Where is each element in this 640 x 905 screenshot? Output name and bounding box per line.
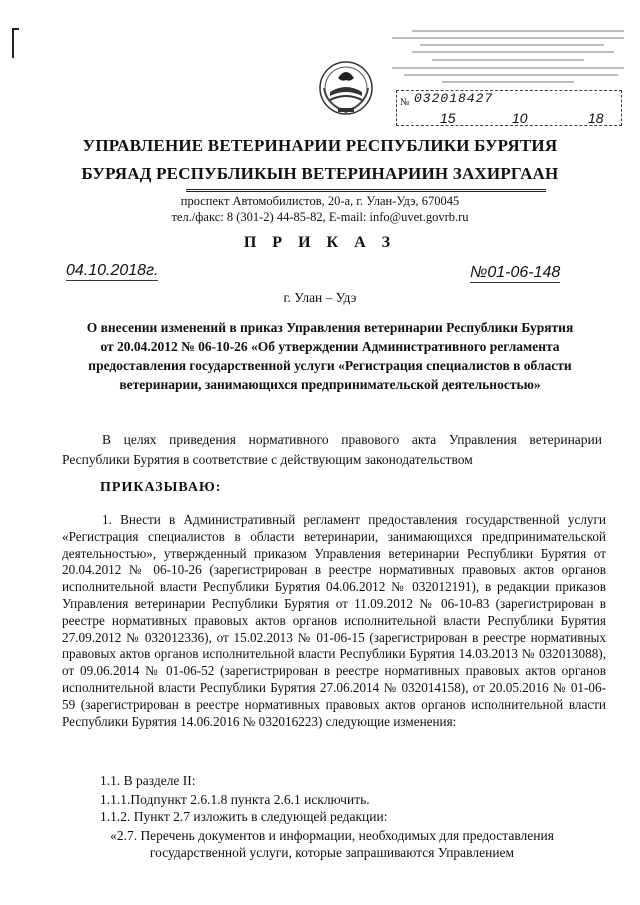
stamp-blurred-line (404, 74, 618, 76)
handwritten-order-number: №01-06-148 (470, 264, 561, 281)
stamp-blurred-line (442, 81, 574, 83)
coat-of-arms-emblem (316, 58, 376, 118)
stamp-blurred-line (392, 37, 624, 39)
org-name-russian: УПРАВЛЕНИЕ ВЕТЕРИНАРИИ РЕСПУБЛИКИ БУРЯТИЯ (82, 136, 558, 155)
order-subject: О внесении изменений в приказ Управления ветеринарии Республики Бурятия от 20.04.2012 № 06-10-26 «Об утверждении Административного регламента предоставления государственной услуги «Регистрация специалистов в области ветеринарии, занимающихся предпринимательской деятельностью» (86, 320, 574, 392)
city-name: г. Улан – Удэ (283, 290, 357, 305)
scan-edge-mark (12, 28, 14, 58)
stamp-month: 10 (512, 110, 528, 126)
org-contacts: тел./факс: 8 (301-2) 44-85-82, E-mail: info@uvet.govrb.ru (171, 210, 469, 224)
org-address: проспект Автомобилистов, 20-а, г. Улан-Удэ, 670045 (180, 194, 460, 208)
order-directive: ПРИКАЗЫВАЮ: (100, 480, 222, 495)
document-type-title: П Р И К А З (243, 234, 397, 251)
stamp-registration-number: 032018427 (414, 91, 494, 106)
quoted-clause-2-7: «2.7. Перечень документов и информации, необходимых для предоставления государственной услуги, которые запрашиваются Управлением (110, 828, 554, 860)
order-item-1: 1. Внести в Административный регламент предоставления государственной услуги «Регистрация специалистов в области ветеринарии, занимающихся предпринимательской деятельностью», утвержденный приказом Управления ветеринарии Республики Бурятия от 20.04.2012 № 06-10-26 (зарегистрирован в реестре нормативных правовых актов органов исполнительной власти Республики Бурятия 04.06.2012 № 032012191), в редакции приказов Управления ветеринарии Республики Бурятия от 11.09.2012 № 06-10-83 (зарегистрирован в реестре нормативных правовых актов органов исполнительной власти Республики Бурятия 27.09.2012 № 032012336), от 15.02.2013 № 01-06-15 (зарегистрирован в реестре нормативных правовых актов органов исполнительной власти Республики Бурятия 14.03.2013 № 032013088), от 09.06.2014 № 01-06-52 (зарегистрирован в реестре нормативных правовых актов органов исполнительной власти Республики Бурятия 27.06.2014 № 032014158), от 20.05.2016 № 01-06-59 (зарегистрирован в реестре нормативных правовых актов органов исполнительной власти Республики Бурятия 14.06.2016 № 032016223) следующие изменения: (62, 512, 606, 729)
order-item-1-1: 1.1. В разделе II: (100, 773, 196, 788)
org-name-buryat: БУРЯАД РЕСПУБЛИКЫН ВЕТЕРИНАРИИН ЗАХИРГААН (81, 164, 559, 183)
preamble: В целях приведения нормативного правового акта Управления ветеринарии Республики Бурятия в соответствие с действующим законодательством (62, 432, 602, 467)
handwritten-date: 04.10.2018г. (66, 262, 159, 279)
stamp-year: 18 (588, 110, 604, 126)
scan-edge-mark (12, 28, 19, 30)
stamp-blurred-line (412, 30, 624, 32)
stamp-blurred-line (392, 67, 624, 69)
stamp-number-label: № (400, 97, 410, 108)
header-divider (186, 191, 546, 192)
stamp-blurred-line (412, 51, 614, 53)
stamp-day: 15 (440, 110, 456, 126)
order-item-1-1-2: 1.1.2. Пункт 2.7 изложить в следующей редакции: (100, 809, 388, 824)
header-divider (186, 189, 546, 190)
order-item-1-1-1: 1.1.1.Подпункт 2.6.1.8 пункта 2.6.1 исключить. (100, 792, 370, 807)
stamp-blurred-line (432, 59, 584, 61)
stamp-blurred-line (420, 44, 604, 46)
registration-stamp (392, 26, 624, 126)
